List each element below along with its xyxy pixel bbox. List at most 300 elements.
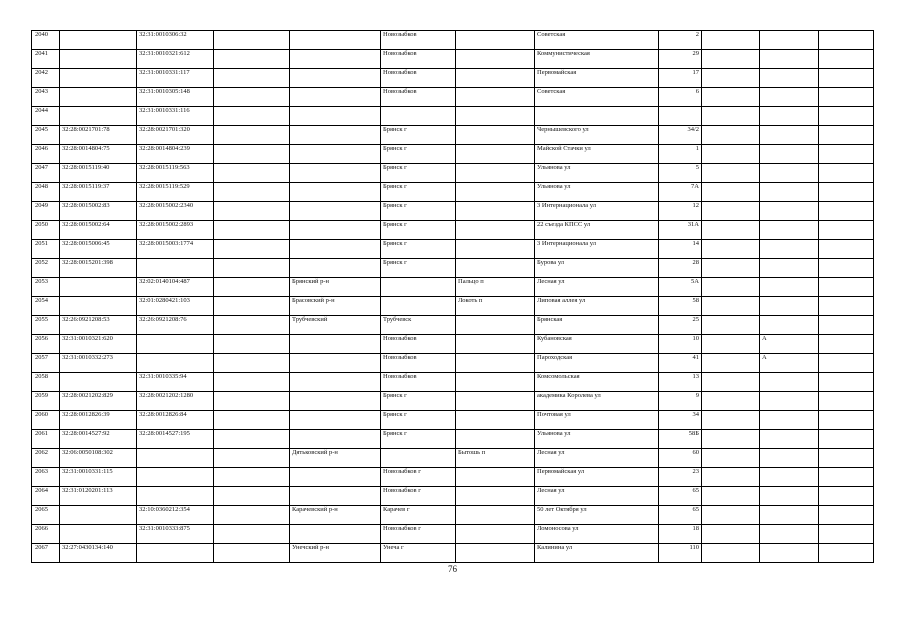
cell-apartment bbox=[819, 164, 874, 183]
cell-cadastral-number-old bbox=[60, 506, 137, 525]
page-number: 76 bbox=[448, 564, 457, 574]
table-row bbox=[32, 525, 874, 544]
cell-district: Дятьковский р-н bbox=[290, 449, 381, 468]
cell-street: Ульянова ул bbox=[535, 164, 659, 183]
cell-cadastral-number-old: 32:27:0430134:140 bbox=[60, 544, 137, 563]
cell-region bbox=[214, 373, 290, 392]
cell-cadastral-number: 32:31:0010331:117 bbox=[137, 69, 214, 88]
cell-region bbox=[214, 316, 290, 335]
cell-house-number: 29 bbox=[659, 50, 702, 69]
cell-letter bbox=[760, 69, 819, 88]
cell-row-number: 2057 bbox=[32, 354, 60, 373]
cell-district: Карачевский р-н bbox=[290, 506, 381, 525]
cell-district bbox=[290, 354, 381, 373]
cell-building bbox=[702, 335, 760, 354]
cell-building bbox=[702, 221, 760, 240]
cell-street: академика Королева ул bbox=[535, 392, 659, 411]
cell-cadastral-number: 32:28:0021202:1280 bbox=[137, 392, 214, 411]
cell-row-number: 2054 bbox=[32, 297, 60, 316]
cell-house-number: 13 bbox=[659, 373, 702, 392]
cell-house-number: 9 bbox=[659, 392, 702, 411]
cell-row-number: 2048 bbox=[32, 183, 60, 202]
cell-city: Новозыбков г bbox=[381, 487, 456, 506]
cell-region bbox=[214, 183, 290, 202]
cell-cadastral-number: 32:02:0140104:487 bbox=[137, 278, 214, 297]
cell-street: 3 Интернационала ул bbox=[535, 240, 659, 259]
cell-building bbox=[702, 525, 760, 544]
cell-settlement bbox=[456, 107, 535, 126]
cell-letter bbox=[760, 297, 819, 316]
cell-city: Брянск г bbox=[381, 240, 456, 259]
table-row bbox=[32, 240, 874, 259]
cell-apartment bbox=[819, 145, 874, 164]
cell-city: Брянск г bbox=[381, 145, 456, 164]
cell-street: Чернышевского ул bbox=[535, 126, 659, 145]
cell-city bbox=[381, 107, 456, 126]
cell-settlement bbox=[456, 354, 535, 373]
cell-region bbox=[214, 164, 290, 183]
cell-cadastral-number: 32:28:0012826:84 bbox=[137, 411, 214, 430]
cell-building bbox=[702, 31, 760, 50]
cell-building bbox=[702, 88, 760, 107]
cell-letter bbox=[760, 278, 819, 297]
cell-house-number: 2 bbox=[659, 31, 702, 50]
cell-street: Липовая аллея ул bbox=[535, 297, 659, 316]
cell-settlement bbox=[456, 202, 535, 221]
cell-region bbox=[214, 202, 290, 221]
cell-city: Брянск г bbox=[381, 183, 456, 202]
cell-apartment bbox=[819, 430, 874, 449]
table-row bbox=[32, 202, 874, 221]
table-row bbox=[32, 50, 874, 69]
cell-apartment bbox=[819, 544, 874, 563]
table-row bbox=[32, 468, 874, 487]
cell-region bbox=[214, 449, 290, 468]
cell-row-number: 2040 bbox=[32, 31, 60, 50]
cell-settlement: Бытошь п bbox=[456, 449, 535, 468]
cell-cadastral-number-old: 32:28:0015201:398 bbox=[60, 259, 137, 278]
cell-house-number: 34/2 bbox=[659, 126, 702, 145]
cell-letter bbox=[760, 373, 819, 392]
cell-row-number: 2050 bbox=[32, 221, 60, 240]
cell-apartment bbox=[819, 392, 874, 411]
cell-settlement bbox=[456, 316, 535, 335]
cell-street: Лесная ул bbox=[535, 278, 659, 297]
cell-region bbox=[214, 240, 290, 259]
cell-letter bbox=[760, 316, 819, 335]
cell-cadastral-number bbox=[137, 354, 214, 373]
cell-district bbox=[290, 164, 381, 183]
cell-cadastral-number: 32:28:0015119:563 bbox=[137, 164, 214, 183]
cell-letter bbox=[760, 240, 819, 259]
cell-letter: А bbox=[760, 354, 819, 373]
cell-letter bbox=[760, 411, 819, 430]
cell-house-number: 58 bbox=[659, 297, 702, 316]
cell-letter bbox=[760, 430, 819, 449]
cell-row-number: 2061 bbox=[32, 430, 60, 449]
cell-house-number: 10 bbox=[659, 335, 702, 354]
table-row bbox=[32, 392, 874, 411]
cell-letter bbox=[760, 506, 819, 525]
cell-cadastral-number-old bbox=[60, 525, 137, 544]
cell-building bbox=[702, 506, 760, 525]
cell-settlement bbox=[456, 544, 535, 563]
cell-house-number: 23 bbox=[659, 468, 702, 487]
cell-city bbox=[381, 297, 456, 316]
cell-cadastral-number-old: 32:28:0021701:78 bbox=[60, 126, 137, 145]
cell-region bbox=[214, 335, 290, 354]
cell-district bbox=[290, 468, 381, 487]
cell-cadastral-number-old: 32:31:0120201:113 bbox=[60, 487, 137, 506]
cell-house-number: 41 bbox=[659, 354, 702, 373]
cell-house-number: 14 bbox=[659, 240, 702, 259]
cell-settlement bbox=[456, 164, 535, 183]
cell-letter: А bbox=[760, 335, 819, 354]
cell-row-number: 2041 bbox=[32, 50, 60, 69]
cell-cadastral-number-old: 32:28:0015006:45 bbox=[60, 240, 137, 259]
cell-building bbox=[702, 544, 760, 563]
cell-apartment bbox=[819, 259, 874, 278]
cell-cadastral-number: 32:31:0010333:875 bbox=[137, 525, 214, 544]
cell-row-number: 2052 bbox=[32, 259, 60, 278]
cell-row-number: 2066 bbox=[32, 525, 60, 544]
cell-settlement bbox=[456, 411, 535, 430]
cell-letter bbox=[760, 31, 819, 50]
cell-street: Пароходская bbox=[535, 354, 659, 373]
cell-cadastral-number: 32:28:0014804:239 bbox=[137, 145, 214, 164]
cell-cadastral-number-old bbox=[60, 31, 137, 50]
cell-district bbox=[290, 202, 381, 221]
cell-district bbox=[290, 487, 381, 506]
cell-building bbox=[702, 316, 760, 335]
cell-district bbox=[290, 525, 381, 544]
cell-building bbox=[702, 202, 760, 221]
cell-street: Коммунистическая bbox=[535, 50, 659, 69]
cell-letter bbox=[760, 50, 819, 69]
cell-city: Унеча г bbox=[381, 544, 456, 563]
cell-apartment bbox=[819, 316, 874, 335]
cell-settlement bbox=[456, 468, 535, 487]
cell-apartment bbox=[819, 297, 874, 316]
cell-letter bbox=[760, 468, 819, 487]
cell-city: Брянск г bbox=[381, 202, 456, 221]
cell-city: Трубчевск bbox=[381, 316, 456, 335]
table-row bbox=[32, 221, 874, 240]
cell-cadastral-number-old bbox=[60, 373, 137, 392]
cell-district bbox=[290, 183, 381, 202]
cell-letter bbox=[760, 88, 819, 107]
cell-settlement bbox=[456, 430, 535, 449]
cell-street: 50 лет Октября ул bbox=[535, 506, 659, 525]
cell-building bbox=[702, 278, 760, 297]
cell-region bbox=[214, 145, 290, 164]
cell-region bbox=[214, 297, 290, 316]
cell-row-number: 2055 bbox=[32, 316, 60, 335]
cell-district bbox=[290, 392, 381, 411]
cell-city: Новозыбков bbox=[381, 69, 456, 88]
cell-letter bbox=[760, 183, 819, 202]
cell-cadastral-number-old bbox=[60, 69, 137, 88]
cell-cadastral-number-old: 32:28:0015119:40 bbox=[60, 164, 137, 183]
cell-district bbox=[290, 221, 381, 240]
cell-apartment bbox=[819, 240, 874, 259]
cell-cadastral-number-old: 32:06:0050108:302 bbox=[60, 449, 137, 468]
cell-city: Новозыбков bbox=[381, 31, 456, 50]
cell-settlement bbox=[456, 506, 535, 525]
cell-apartment bbox=[819, 126, 874, 145]
cell-house-number: 5 bbox=[659, 164, 702, 183]
cell-district bbox=[290, 145, 381, 164]
cell-region bbox=[214, 506, 290, 525]
cell-house-number: 34 bbox=[659, 411, 702, 430]
cell-city: Новозыбков г bbox=[381, 525, 456, 544]
cell-street: Комсомольская bbox=[535, 373, 659, 392]
cell-settlement bbox=[456, 145, 535, 164]
table-body bbox=[32, 31, 874, 563]
cell-apartment bbox=[819, 373, 874, 392]
cell-row-number: 2042 bbox=[32, 69, 60, 88]
cell-house-number: 110 bbox=[659, 544, 702, 563]
cell-region bbox=[214, 107, 290, 126]
cell-building bbox=[702, 69, 760, 88]
cell-city: Новозыбков bbox=[381, 50, 456, 69]
cell-district bbox=[290, 373, 381, 392]
cell-region bbox=[214, 50, 290, 69]
cell-row-number: 2063 bbox=[32, 468, 60, 487]
cell-row-number: 2059 bbox=[32, 392, 60, 411]
cell-cadastral-number-old bbox=[60, 50, 137, 69]
cell-apartment bbox=[819, 354, 874, 373]
cell-region bbox=[214, 354, 290, 373]
cell-district bbox=[290, 259, 381, 278]
cell-region bbox=[214, 430, 290, 449]
cell-building bbox=[702, 297, 760, 316]
cell-house-number: 65 bbox=[659, 506, 702, 525]
cell-cadastral-number: 32:31:0010321:612 bbox=[137, 50, 214, 69]
cell-house-number: 12 bbox=[659, 202, 702, 221]
cell-region bbox=[214, 544, 290, 563]
cell-apartment bbox=[819, 278, 874, 297]
table-row bbox=[32, 316, 874, 335]
table-row bbox=[32, 183, 874, 202]
table-row bbox=[32, 430, 874, 449]
cell-settlement: Пальцо п bbox=[456, 278, 535, 297]
cell-settlement bbox=[456, 221, 535, 240]
cell-street: Калинина ул bbox=[535, 544, 659, 563]
cell-letter bbox=[760, 164, 819, 183]
cell-apartment bbox=[819, 335, 874, 354]
cell-cadastral-number-old: 32:31:0010332:273 bbox=[60, 354, 137, 373]
cell-row-number: 2044 bbox=[32, 107, 60, 126]
cell-apartment bbox=[819, 449, 874, 468]
cell-city: Брянск г bbox=[381, 259, 456, 278]
cell-apartment bbox=[819, 88, 874, 107]
cell-building bbox=[702, 240, 760, 259]
cell-row-number: 2051 bbox=[32, 240, 60, 259]
cell-district bbox=[290, 69, 381, 88]
cell-settlement bbox=[456, 50, 535, 69]
cell-district bbox=[290, 126, 381, 145]
address-table-sheet bbox=[31, 30, 873, 563]
cell-cadastral-number bbox=[137, 335, 214, 354]
cell-region bbox=[214, 468, 290, 487]
cell-settlement bbox=[456, 335, 535, 354]
cell-cadastral-number: 32:31:0010335:94 bbox=[137, 373, 214, 392]
cell-letter bbox=[760, 202, 819, 221]
cell-city bbox=[381, 278, 456, 297]
cell-cadastral-number-old: 32:31:0010321:620 bbox=[60, 335, 137, 354]
cell-street: Почтовая ул bbox=[535, 411, 659, 430]
cell-cadastral-number: 32:28:0015119:529 bbox=[137, 183, 214, 202]
cell-region bbox=[214, 31, 290, 50]
cell-region bbox=[214, 88, 290, 107]
cell-house-number: 58Б bbox=[659, 430, 702, 449]
cell-building bbox=[702, 183, 760, 202]
cell-apartment bbox=[819, 69, 874, 88]
cell-city: Новозыбков bbox=[381, 354, 456, 373]
cell-building bbox=[702, 449, 760, 468]
cell-region bbox=[214, 69, 290, 88]
cell-building bbox=[702, 145, 760, 164]
cell-street: 3 Интернационала ул bbox=[535, 202, 659, 221]
table-row bbox=[32, 278, 874, 297]
cell-city: Брянск г bbox=[381, 392, 456, 411]
cell-cadastral-number-old: 32:28:0015002:64 bbox=[60, 221, 137, 240]
cell-street: Бурова ул bbox=[535, 259, 659, 278]
table-row bbox=[32, 259, 874, 278]
table-row bbox=[32, 335, 874, 354]
cell-building bbox=[702, 107, 760, 126]
cell-region bbox=[214, 487, 290, 506]
cell-cadastral-number bbox=[137, 468, 214, 487]
cell-cadastral-number-old bbox=[60, 107, 137, 126]
cell-row-number: 2067 bbox=[32, 544, 60, 563]
cell-settlement bbox=[456, 126, 535, 145]
cell-letter bbox=[760, 126, 819, 145]
cell-settlement bbox=[456, 392, 535, 411]
cell-letter bbox=[760, 544, 819, 563]
cell-street: Лесная ул bbox=[535, 449, 659, 468]
cell-house-number: 18 bbox=[659, 525, 702, 544]
cell-building bbox=[702, 164, 760, 183]
cell-house-number: 5А bbox=[659, 278, 702, 297]
table-row bbox=[32, 126, 874, 145]
cell-city: Брянск г bbox=[381, 164, 456, 183]
cell-cadastral-number: 32:31:0010331:116 bbox=[137, 107, 214, 126]
cell-row-number: 2056 bbox=[32, 335, 60, 354]
table-row bbox=[32, 297, 874, 316]
cell-house-number bbox=[659, 107, 702, 126]
cell-house-number: 25 bbox=[659, 316, 702, 335]
cell-house-number: 60 bbox=[659, 449, 702, 468]
cell-city: Брянск г bbox=[381, 221, 456, 240]
cell-apartment bbox=[819, 525, 874, 544]
cell-settlement bbox=[456, 259, 535, 278]
cell-apartment bbox=[819, 221, 874, 240]
cell-region bbox=[214, 259, 290, 278]
cell-city: Новозыбков bbox=[381, 335, 456, 354]
cell-building bbox=[702, 430, 760, 449]
cell-letter bbox=[760, 145, 819, 164]
cell-cadastral-number-old bbox=[60, 278, 137, 297]
cell-row-number: 2064 bbox=[32, 487, 60, 506]
cell-cadastral-number: 32:28:0015002:2340 bbox=[137, 202, 214, 221]
cell-street: Первомайская ул bbox=[535, 468, 659, 487]
cell-apartment bbox=[819, 468, 874, 487]
cell-city: Брянск г bbox=[381, 126, 456, 145]
cell-building bbox=[702, 259, 760, 278]
cell-row-number: 2058 bbox=[32, 373, 60, 392]
cell-building bbox=[702, 468, 760, 487]
cell-apartment bbox=[819, 183, 874, 202]
cell-street: Кубановская bbox=[535, 335, 659, 354]
table-row bbox=[32, 544, 874, 563]
cell-apartment bbox=[819, 31, 874, 50]
cell-row-number: 2043 bbox=[32, 88, 60, 107]
cell-building bbox=[702, 411, 760, 430]
cell-cadastral-number bbox=[137, 259, 214, 278]
cell-cadastral-number-old bbox=[60, 297, 137, 316]
cell-letter bbox=[760, 107, 819, 126]
cell-street: Ломоносова ул bbox=[535, 525, 659, 544]
cell-cadastral-number-old: 32:28:0014527:92 bbox=[60, 430, 137, 449]
cell-building bbox=[702, 373, 760, 392]
cell-letter bbox=[760, 449, 819, 468]
cell-region bbox=[214, 278, 290, 297]
cell-street: Ульянова ул bbox=[535, 430, 659, 449]
cell-cadastral-number-old: 32:28:0015119:37 bbox=[60, 183, 137, 202]
cell-district bbox=[290, 411, 381, 430]
cell-settlement bbox=[456, 31, 535, 50]
cell-building bbox=[702, 392, 760, 411]
cell-city bbox=[381, 449, 456, 468]
cell-district bbox=[290, 31, 381, 50]
cell-district bbox=[290, 107, 381, 126]
cell-apartment bbox=[819, 411, 874, 430]
cell-district bbox=[290, 240, 381, 259]
cell-district bbox=[290, 335, 381, 354]
cell-row-number: 2053 bbox=[32, 278, 60, 297]
cell-letter bbox=[760, 525, 819, 544]
cell-cadastral-number: 32:26:0921208:76 bbox=[137, 316, 214, 335]
cell-district: Брасовский р-н bbox=[290, 297, 381, 316]
cell-building bbox=[702, 487, 760, 506]
cell-district: Унечский р-н bbox=[290, 544, 381, 563]
cell-city: Новозыбков г bbox=[381, 468, 456, 487]
cell-city: Брянск г bbox=[381, 411, 456, 430]
cell-city: Карачев г bbox=[381, 506, 456, 525]
table-row bbox=[32, 354, 874, 373]
cell-apartment bbox=[819, 202, 874, 221]
table-row bbox=[32, 164, 874, 183]
cell-street: Майской Стачки ул bbox=[535, 145, 659, 164]
cell-street: Советская bbox=[535, 31, 659, 50]
cell-building bbox=[702, 126, 760, 145]
cell-settlement bbox=[456, 240, 535, 259]
cell-row-number: 2049 bbox=[32, 202, 60, 221]
cell-house-number: 28 bbox=[659, 259, 702, 278]
table-row bbox=[32, 373, 874, 392]
cell-settlement bbox=[456, 487, 535, 506]
cell-row-number: 2045 bbox=[32, 126, 60, 145]
cell-house-number: 65 bbox=[659, 487, 702, 506]
cell-row-number: 2047 bbox=[32, 164, 60, 183]
cell-cadastral-number: 32:28:0015002:2893 bbox=[137, 221, 214, 240]
cell-cadastral-number: 32:28:0015003:1774 bbox=[137, 240, 214, 259]
cell-house-number: 17 bbox=[659, 69, 702, 88]
cell-apartment bbox=[819, 487, 874, 506]
cell-letter bbox=[760, 259, 819, 278]
